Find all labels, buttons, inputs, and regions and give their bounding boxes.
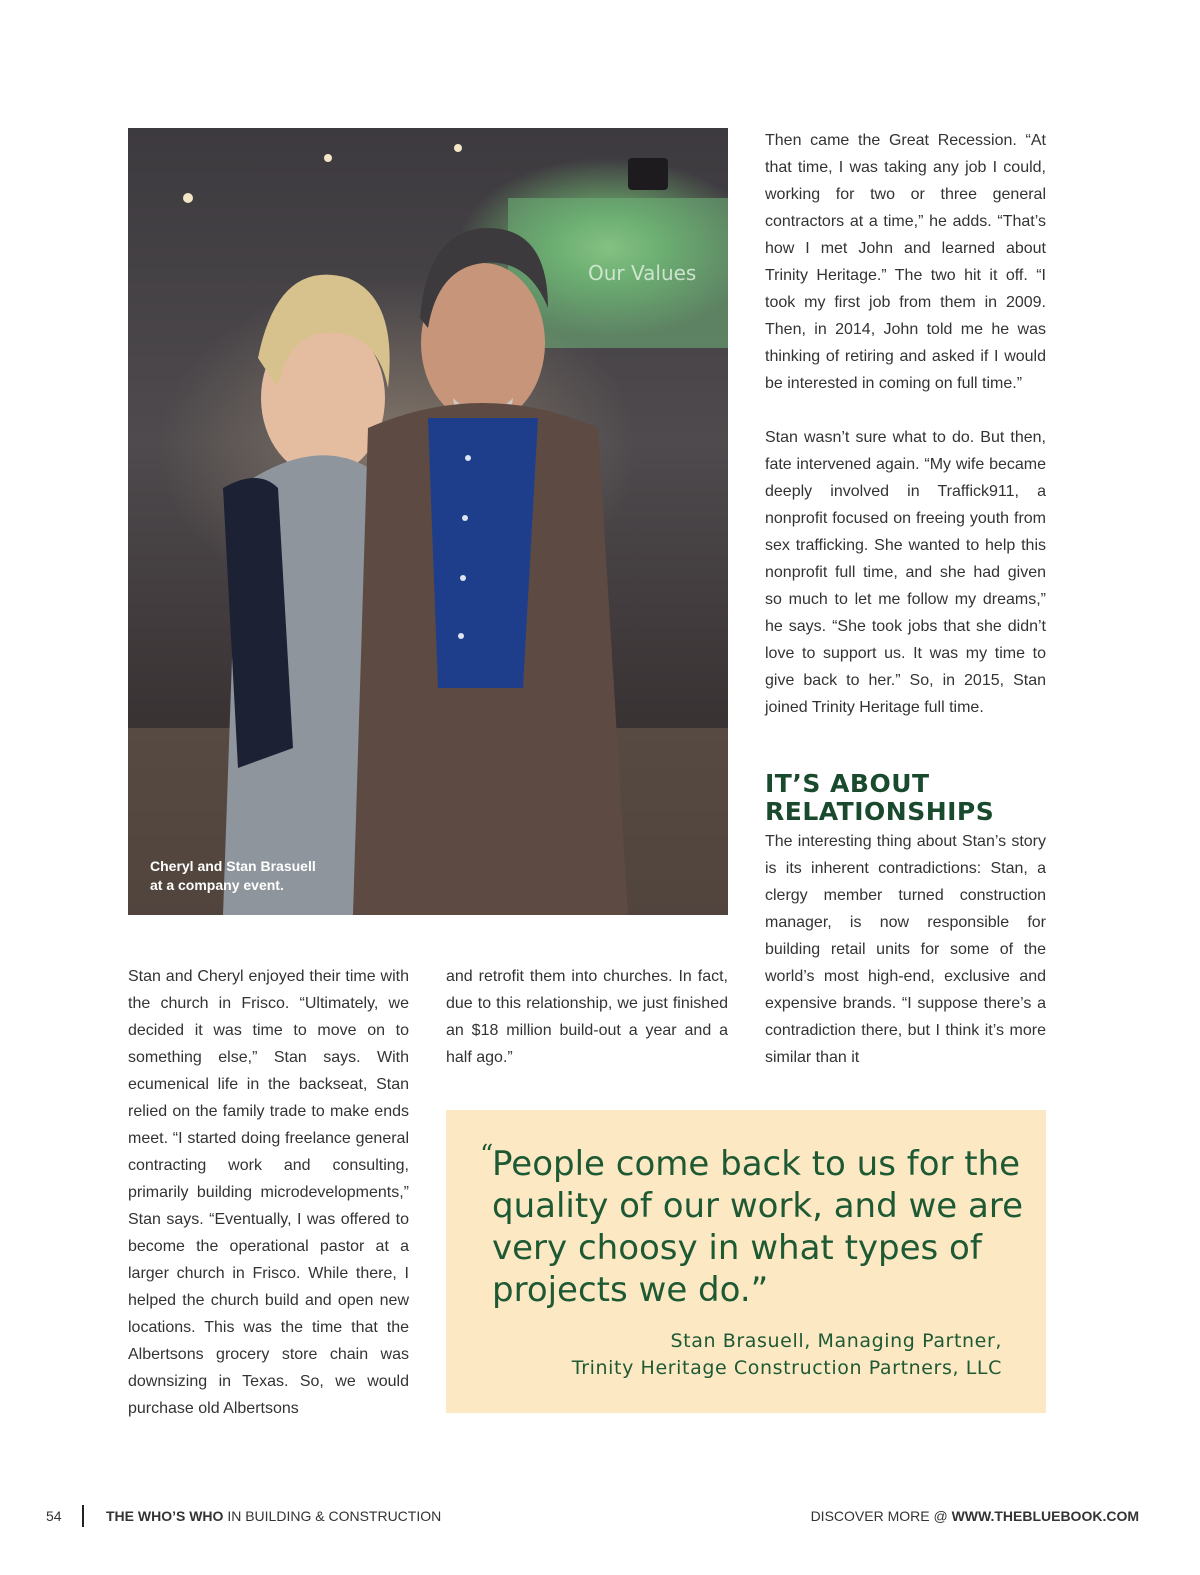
col3-paragraph-3: The interesting thing about Stan’s story is its inherent contradictions: Stan, a clergy member turned construction manager, is now responsible for building retail units for some of the world’s most high-end, exclusive and expensive brands. “I suppose there’s a contradiction there, but I think it’s more similar than it (765, 833, 1046, 1066)
article-column-3 (765, 127, 1046, 721)
pull-quote-line-1: People come back to us for the (492, 1144, 1021, 1184)
article-column-3-continued (765, 828, 1046, 1071)
col3-paragraph-1: Then came the Great Recession. “At that time, I was taking any job I could, working for two or three general contractors at a time,” he adds. “That’s how I met John and learned about Trinity Heritage.” The two hit it off. “I took my first job from them in 2009. Then, in 2014, John told me he was thinking of retiring and asked if I would be interested in coming on full time.” (765, 132, 1046, 392)
page-footer (0, 1500, 1200, 1534)
photo-illustration (128, 128, 728, 915)
attribution-line-1: Stan Brasuell, Managing Partner, (670, 1330, 1002, 1352)
discover-text: DISCOVER MORE @ (810, 1508, 952, 1524)
publication-name-bold: THE WHO’S WHO (106, 1508, 224, 1524)
pull-quote-line-3: very choosy in what types of (492, 1228, 982, 1268)
col1-paragraph: Stan and Cheryl enjoyed their time with the church in Frisco. “Ultimately, we decided it was time to move on to something else,” Stan says. With ecumenical life in the backseat, Stan relied on the family trade to make ends meet. “I started doing freelance general contracting work and consulting, primarily building microdevelopments,” Stan says. “Eventually, I was offered to become the operational pastor at a larger church in Frisco. While there, I helped the church build and open new locations. This was the time that the Albertsons grocery store chain was downsizing in Texas. So, we would purchase old Albertsons (128, 968, 409, 1417)
page-number: 54 (46, 1508, 62, 1524)
section-heading (765, 770, 1055, 826)
pull-quote-line-4: projects we do.” (492, 1270, 769, 1310)
publication-name (106, 1508, 441, 1524)
caption-line-1: Cheryl and Stan Brasuell (150, 858, 316, 874)
pull-quote-text (492, 1143, 1032, 1311)
website-link[interactable]: WWW.THEBLUEBOOK.COM (951, 1508, 1139, 1524)
event-photo (128, 128, 728, 915)
article-column-1 (128, 963, 409, 1422)
article-column-2 (446, 963, 728, 1071)
pull-quote-attribution (572, 1328, 1002, 1382)
screen-text: Our Values (588, 261, 697, 285)
quote-mark-icon: “ (480, 1140, 494, 1170)
attribution-line-2: Trinity Heritage Construction Partners, LLC (571, 1357, 1002, 1379)
section-heading-line-1: IT’S ABOUT (765, 769, 930, 798)
discover-more (811, 1508, 1139, 1524)
footer-divider (82, 1505, 84, 1527)
publication-name-rest: IN BUILDING & CONSTRUCTION (223, 1508, 442, 1524)
pull-quote-box (446, 1110, 1046, 1413)
caption-line-2: at a company event. (150, 877, 284, 893)
pull-quote-line-2: quality of our work, and we are (492, 1186, 1024, 1226)
photo-caption (150, 857, 430, 895)
col2-paragraph: and retrofit them into churches. In fact, due to this relationship, we just finished an $18 million build-out a year and a half ago.” (446, 968, 728, 1066)
section-heading-line-2: RELATIONSHIPS (765, 797, 995, 826)
col3-paragraph-2: Stan wasn’t sure what to do. But then, fate intervened again. “My wife became deeply involved in Traffick911, a nonprofit focused on freeing youth from sex trafficking. She wanted to help this nonprofit full time, and she had given so much to let me follow my dreams,” he says. “She took jobs that she didn’t love to support us. It was my time to give back to her.” So, in 2015, Stan joined Trinity Heritage full time. (765, 429, 1046, 716)
